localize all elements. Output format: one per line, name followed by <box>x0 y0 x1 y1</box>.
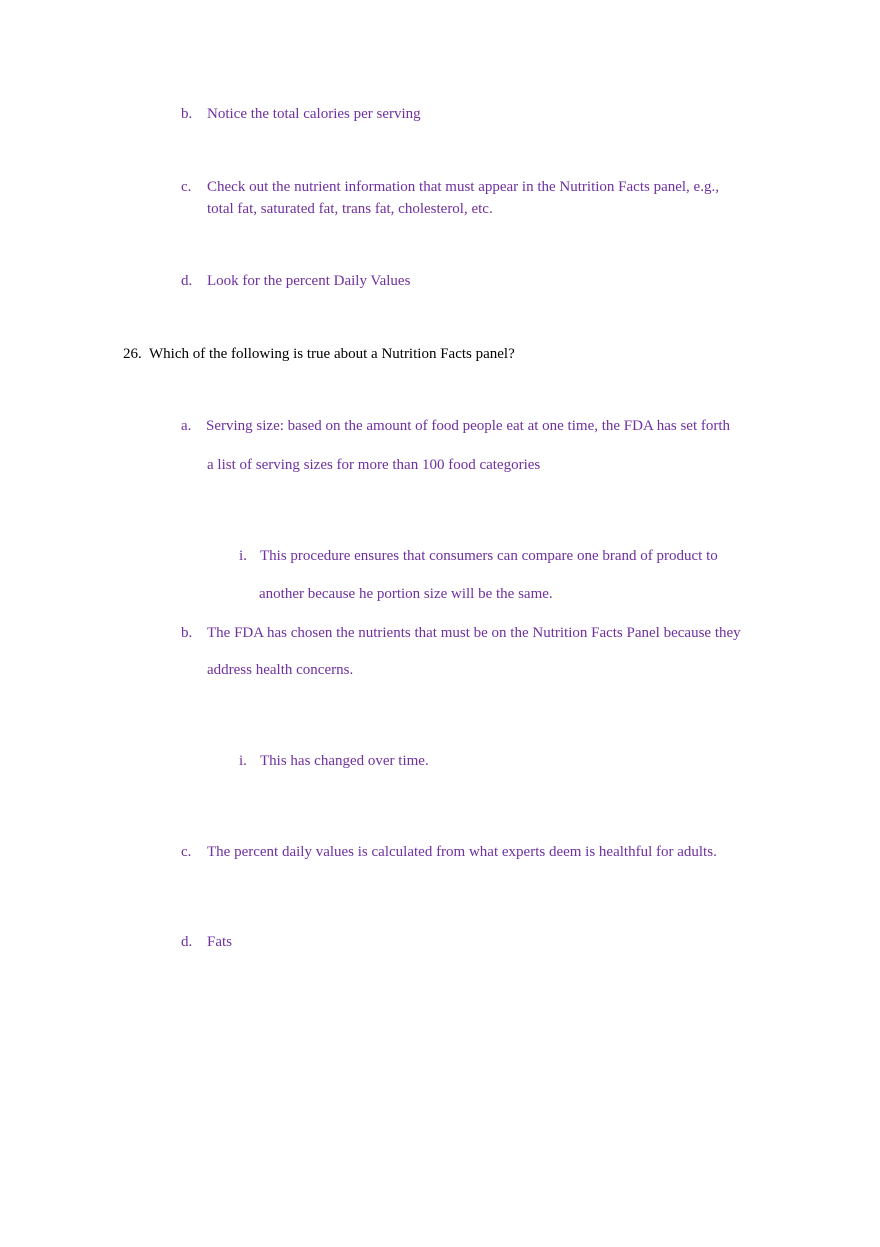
sub-option-marker: i. <box>239 548 247 564</box>
sub-option-text-continued: another because he portion size will be the same. <box>259 586 553 602</box>
option-marker: d. <box>181 273 193 289</box>
option-text-continued: address health concerns. <box>207 662 354 678</box>
option-text: The FDA has chosen the nutrients that must be on the Nutrition Facts Panel because they <box>207 625 741 641</box>
question-text: Which of the following is true about a Nutrition Facts panel? <box>149 346 515 362</box>
question-number: 26. <box>123 346 142 362</box>
option-marker: b. <box>181 625 193 641</box>
option-marker: c. <box>181 179 192 195</box>
sub-option-text: This has changed over time. <box>260 753 429 769</box>
option-text: Check out the nutrient information that must appear in the Nutrition Facts panel, e.g., <box>207 179 719 195</box>
option-marker: b. <box>181 106 193 122</box>
option-text: Notice the total calories per serving <box>207 106 421 122</box>
option-text: The percent daily values is calculated from what experts deem is healthful for adults. <box>207 844 717 860</box>
option-marker: d. <box>181 934 193 950</box>
option-text: Fats <box>207 934 233 950</box>
option-text-continued: total fat, saturated fat, trans fat, cholesterol, etc. <box>207 201 493 217</box>
option-marker: a. <box>181 418 192 434</box>
sub-option-marker: i. <box>239 753 247 769</box>
option-marker: c. <box>181 844 192 860</box>
option-text: Look for the percent Daily Values <box>207 273 411 289</box>
option-text: Serving size: based on the amount of food people eat at one time, the FDA has set forth <box>206 418 731 434</box>
sub-option-text: This procedure ensures that consumers can compare one brand of product to <box>260 548 718 564</box>
option-text-continued: a list of serving sizes for more than 100 food categories <box>207 457 541 473</box>
